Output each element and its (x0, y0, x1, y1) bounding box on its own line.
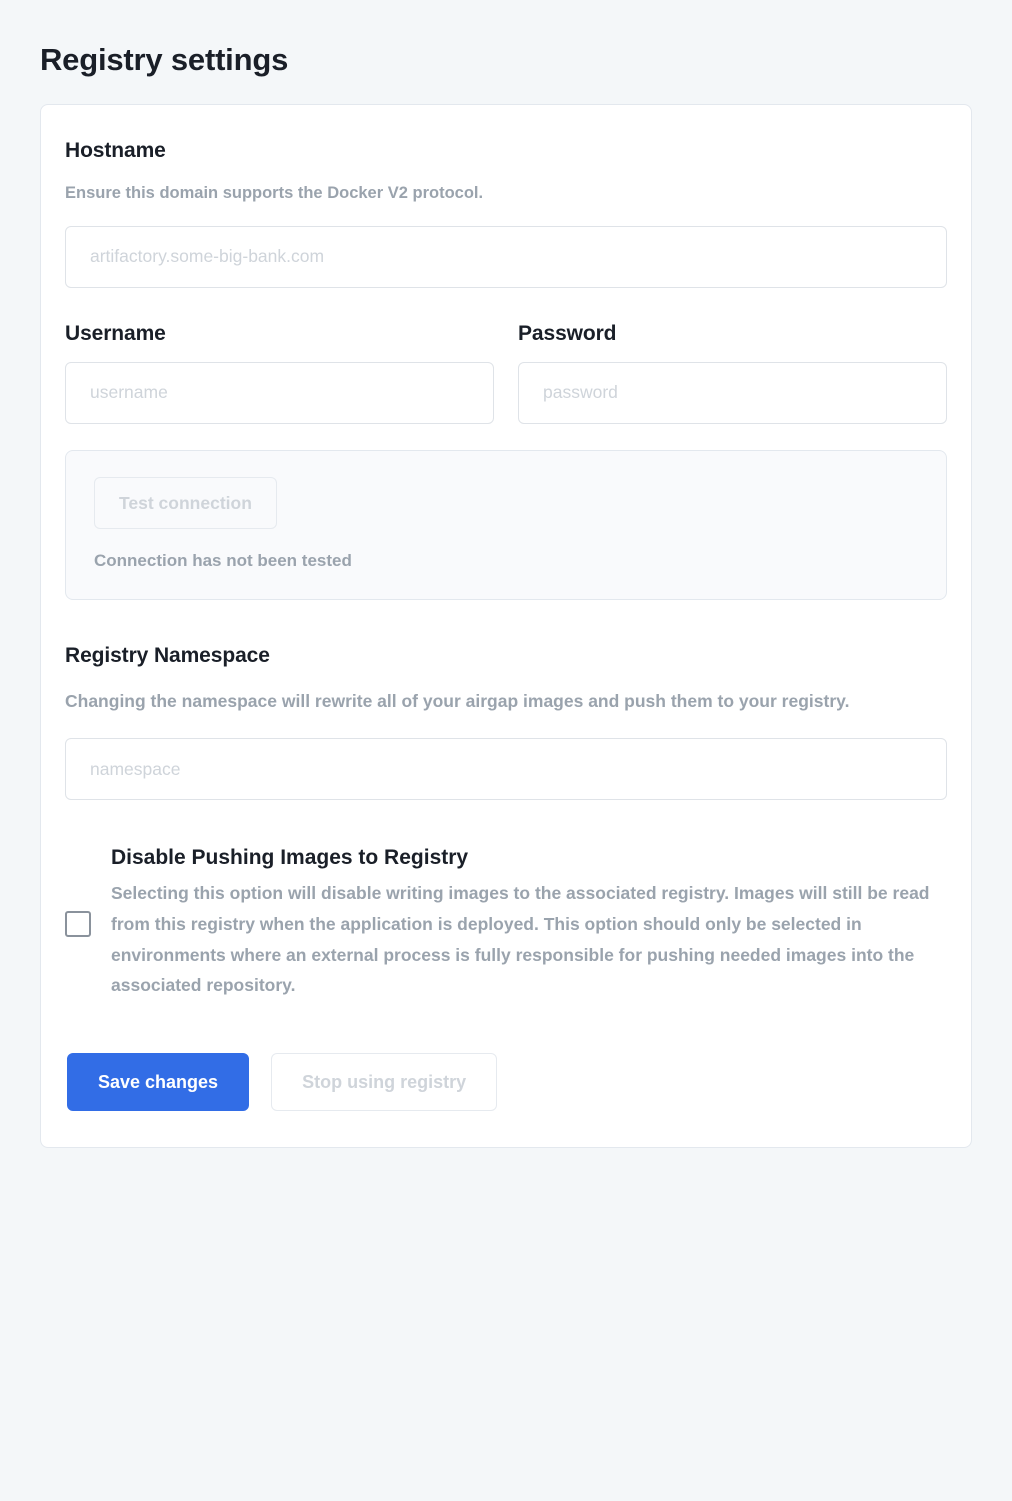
registry-namespace-label: Registry Namespace (65, 643, 270, 667)
password-input[interactable] (518, 362, 947, 424)
registry-settings-card (40, 104, 972, 1148)
test-connection-status: Connection has not been tested (94, 550, 352, 570)
test-connection-panel (65, 450, 947, 600)
disable-push-row (65, 846, 947, 1001)
disable-push-checkbox[interactable] (65, 911, 91, 937)
registry-namespace-input[interactable] (65, 738, 947, 800)
page-title: Registry settings (40, 42, 289, 77)
registry-namespace-group (65, 644, 947, 801)
hostname-description: Ensure this domain supports the Docker V2 protocol. (65, 184, 484, 202)
disable-push-title: Disable Pushing Images to Registry (111, 846, 469, 870)
username-input[interactable] (65, 362, 494, 424)
save-changes-button[interactable]: Save changes (67, 1053, 249, 1111)
stop-using-registry-button[interactable]: Stop using registry (271, 1053, 497, 1111)
disable-push-description: Selecting this option will disable writing images to the associated registry. Images will still be read from this registry when the application is deployed. This option should only be selected in environments where an external process is fully responsible for pushing needed images into the associated repository. (111, 883, 930, 996)
test-connection-button[interactable]: Test connection (94, 477, 277, 529)
credentials-row (65, 322, 947, 424)
password-label: Password (518, 321, 617, 345)
hostname-label: Hostname (65, 139, 166, 162)
registry-namespace-description: Changing the namespace will rewrite all of your airgap images and push them to your registry. (65, 690, 850, 711)
password-field-group (518, 322, 947, 424)
username-field-group (65, 322, 494, 424)
hostname-input[interactable] (65, 226, 947, 288)
username-label: Username (65, 321, 166, 345)
form-actions (65, 1053, 947, 1111)
disable-push-text (111, 846, 947, 1001)
